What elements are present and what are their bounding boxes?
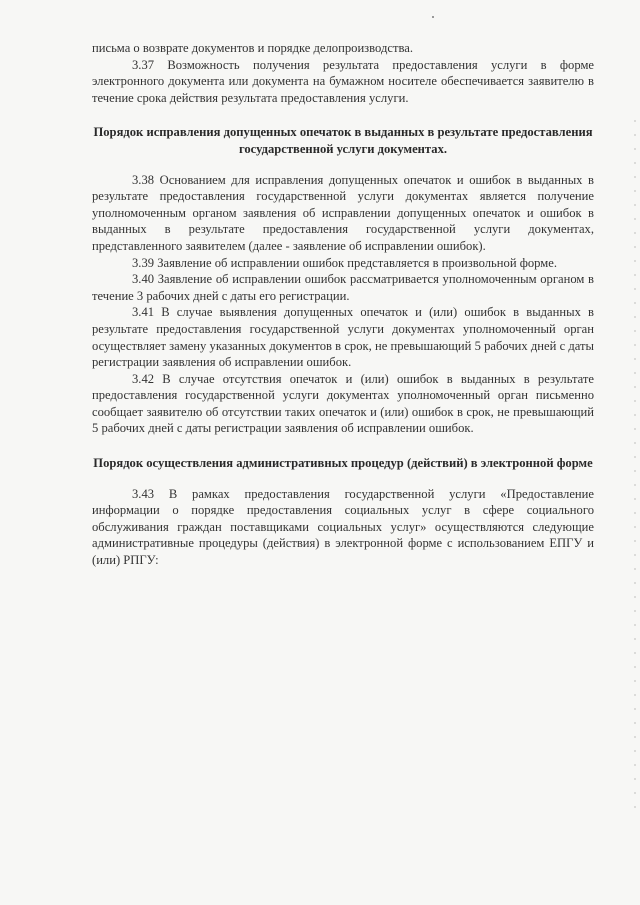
paragraph-3-38: 3.38 Основанием для исправления допущенных опечаток и ошибок в выданных в результате предоставления государственной услуги документах является получение уполномоченным органом заявления об исправлении допущенных опечаток и ошибок в выданных в результате предоставления государственной услуги документах, представленного заявителем (далее - заявление об исправлении ошибок). — [92, 172, 594, 253]
document-body — [92, 40, 594, 569]
paragraph-carry-over: письма о возврате документов и порядке делопроизводства. — [92, 41, 413, 55]
paragraph-3-43: 3.43 В рамках предоставления государственной услуги «Предоставление информации о порядке предоставления социальных услуг в сфере социального обслуживания граждан поставщиками социальных услуг» осуществляются следующие административные процедуры (действия) в электронной форме с использованием ЕПГУ и (или) РПГУ: — [92, 486, 594, 568]
scan-edge-marks — [634, 120, 636, 820]
paragraph-3-39: 3.39 Заявление об исправлении ошибок представляется в произвольной форме. — [132, 255, 557, 270]
paragraph-3-41: 3.41 В случае выявления допущенных опечаток и (или) ошибок в выданных в результате предоставления государственной услуги документах уполномоченный орган осуществляет замену указанных документов в срок, не превышающий 5 рабочих дней с даты регистрации заявления об исправлении ошибок. — [92, 305, 594, 370]
paragraph-3-40: 3.40 Заявление об исправлении ошибок рассматривается уполномоченным органом в течение 3 рабочих дней с даты его регистрации. — [92, 272, 594, 303]
paragraph-3-42: 3.42 В случае отсутствия опечаток и (или) ошибок в выданных в результате предоставления государственной услуги документах уполномоченный орган письменно сообщает заявителю об отсутствии таких опечаток и (или) ошибок в срок, не превышающий 5 рабочих дней с даты регистрации заявления об исправлении ошибок. — [92, 371, 594, 436]
paragraph-3-37: 3.37 Возможность получения результата предоставления услуги в форме электронного документа или документа на бумажном носителе обеспечивается заявителю в течение срока действия результата предоставления услуги. — [92, 57, 594, 105]
section-heading-corrections: Порядок исправления допущенных опечаток в выданных в результате предоставления государственной услуги документах. — [93, 125, 593, 156]
section-heading-electronic-form: Порядок осуществления административных процедур (действий) в электронной форме — [93, 456, 593, 471]
scan-speck — [432, 16, 434, 18]
